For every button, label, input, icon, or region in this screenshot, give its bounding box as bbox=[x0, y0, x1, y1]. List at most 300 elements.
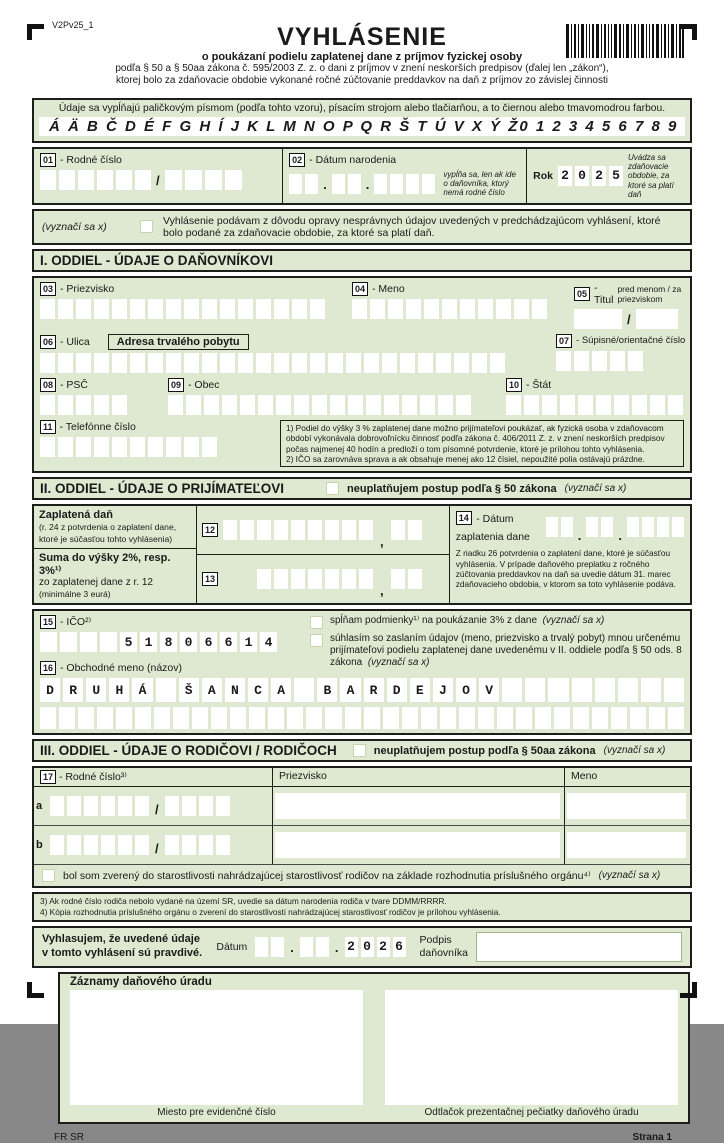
char-cell[interactable] bbox=[112, 437, 127, 457]
char-cell[interactable] bbox=[421, 707, 437, 729]
business-name-input[interactable] bbox=[40, 678, 684, 702]
char-cell[interactable] bbox=[274, 353, 289, 373]
char-cell[interactable] bbox=[268, 707, 284, 729]
char-cell[interactable] bbox=[554, 707, 570, 729]
char-cell[interactable] bbox=[592, 351, 607, 371]
char-cell[interactable] bbox=[514, 299, 529, 319]
char-cell[interactable] bbox=[58, 437, 73, 457]
char-cell[interactable]: H bbox=[109, 678, 129, 702]
char-cell[interactable]: 2 bbox=[345, 937, 358, 957]
char-cell[interactable] bbox=[592, 707, 608, 729]
char-cell[interactable] bbox=[76, 299, 91, 319]
char-cell[interactable] bbox=[618, 678, 638, 702]
char-cell[interactable] bbox=[276, 395, 291, 415]
char-cell[interactable] bbox=[78, 707, 94, 729]
char-cell[interactable] bbox=[364, 353, 379, 373]
char-cell[interactable]: 6 bbox=[200, 632, 217, 652]
char-cell[interactable] bbox=[366, 395, 381, 415]
char-cell[interactable] bbox=[130, 437, 145, 457]
char-cell[interactable] bbox=[560, 395, 575, 415]
char-cell[interactable]: U bbox=[86, 678, 106, 702]
char-cell[interactable] bbox=[192, 707, 208, 729]
declaration-day-input[interactable] bbox=[255, 937, 284, 957]
char-cell[interactable] bbox=[650, 395, 665, 415]
char-cell[interactable] bbox=[148, 353, 163, 373]
char-cell[interactable] bbox=[94, 353, 109, 373]
char-cell[interactable] bbox=[374, 174, 387, 194]
char-cell[interactable] bbox=[220, 353, 235, 373]
char-cell[interactable] bbox=[390, 174, 403, 194]
char-cell[interactable] bbox=[574, 351, 589, 371]
char-cell[interactable]: 0 bbox=[361, 937, 374, 957]
postal-code-input-2[interactable] bbox=[94, 395, 127, 415]
char-cell[interactable] bbox=[256, 353, 271, 373]
char-cell[interactable] bbox=[668, 707, 684, 729]
char-cell[interactable]: 8 bbox=[160, 632, 177, 652]
char-cell[interactable] bbox=[67, 796, 81, 816]
char-cell[interactable] bbox=[306, 707, 322, 729]
char-cell[interactable] bbox=[292, 299, 307, 319]
char-cell[interactable] bbox=[418, 353, 433, 373]
char-cell[interactable] bbox=[325, 707, 341, 729]
char-cell[interactable]: R bbox=[364, 678, 384, 702]
char-cell[interactable] bbox=[58, 395, 73, 415]
char-cell[interactable] bbox=[472, 353, 487, 373]
char-cell[interactable] bbox=[166, 437, 181, 457]
correction-checkbox[interactable] bbox=[140, 220, 153, 233]
char-cell[interactable] bbox=[50, 835, 64, 855]
char-cell[interactable] bbox=[422, 174, 435, 194]
char-cell[interactable] bbox=[610, 351, 625, 371]
char-cell[interactable] bbox=[383, 707, 399, 729]
house-number-input[interactable] bbox=[556, 351, 684, 371]
char-cell[interactable] bbox=[40, 632, 57, 652]
char-cell[interactable] bbox=[94, 437, 109, 457]
char-cell[interactable] bbox=[672, 517, 684, 537]
char-cell[interactable]: 4 bbox=[260, 632, 277, 652]
first-name-input[interactable] bbox=[352, 299, 574, 319]
char-cell[interactable] bbox=[406, 174, 419, 194]
char-cell[interactable] bbox=[459, 707, 475, 729]
char-cell[interactable]: V bbox=[479, 678, 499, 702]
char-cell[interactable] bbox=[185, 170, 202, 190]
char-cell[interactable] bbox=[186, 395, 201, 415]
char-cell[interactable] bbox=[205, 170, 222, 190]
char-cell[interactable]: C bbox=[248, 678, 268, 702]
char-cell[interactable] bbox=[370, 299, 385, 319]
char-cell[interactable] bbox=[40, 395, 55, 415]
char-cell[interactable] bbox=[420, 395, 435, 415]
char-cell[interactable] bbox=[148, 299, 163, 319]
char-cell[interactable] bbox=[135, 707, 151, 729]
char-cell[interactable] bbox=[216, 835, 230, 855]
char-cell[interactable] bbox=[614, 395, 629, 415]
char-cell[interactable] bbox=[442, 299, 457, 319]
char-cell[interactable] bbox=[641, 678, 661, 702]
char-cell[interactable]: A bbox=[271, 678, 291, 702]
char-cell[interactable]: B bbox=[317, 678, 337, 702]
char-cell[interactable]: 2 bbox=[377, 937, 390, 957]
custody-checkbox[interactable] bbox=[42, 869, 55, 882]
char-cell[interactable] bbox=[168, 395, 183, 415]
char-cell[interactable] bbox=[94, 395, 109, 415]
char-cell[interactable] bbox=[166, 353, 181, 373]
title-after-input[interactable] bbox=[636, 309, 678, 329]
char-cell[interactable] bbox=[59, 170, 75, 190]
char-cell[interactable] bbox=[84, 835, 98, 855]
char-cell[interactable] bbox=[497, 707, 513, 729]
birth-number-suffix-input[interactable] bbox=[165, 170, 242, 190]
char-cell[interactable] bbox=[59, 707, 75, 729]
char-cell[interactable]: N bbox=[225, 678, 245, 702]
tax-paid-month-input[interactable] bbox=[586, 517, 613, 537]
char-cell[interactable] bbox=[556, 351, 571, 371]
char-cell[interactable] bbox=[255, 937, 268, 957]
char-cell[interactable]: 2 bbox=[558, 166, 572, 186]
char-cell[interactable]: 0 bbox=[180, 632, 197, 652]
char-cell[interactable] bbox=[40, 170, 56, 190]
char-cell[interactable] bbox=[345, 707, 361, 729]
char-cell[interactable] bbox=[258, 395, 273, 415]
birth-date-year-input[interactable] bbox=[374, 174, 435, 194]
char-cell[interactable] bbox=[342, 520, 356, 540]
char-cell[interactable] bbox=[649, 707, 665, 729]
char-cell[interactable] bbox=[460, 299, 475, 319]
char-cell[interactable] bbox=[166, 299, 181, 319]
section-3-optout-checkbox[interactable] bbox=[353, 744, 366, 757]
char-cell[interactable] bbox=[116, 170, 132, 190]
char-cell[interactable] bbox=[342, 569, 356, 589]
char-cell[interactable] bbox=[199, 835, 213, 855]
char-cell[interactable] bbox=[496, 299, 511, 319]
char-cell[interactable] bbox=[76, 353, 91, 373]
parent-b-surname-input[interactable] bbox=[275, 832, 560, 858]
char-cell[interactable] bbox=[348, 174, 361, 194]
section-2-optout-checkbox[interactable] bbox=[326, 482, 339, 495]
char-cell[interactable] bbox=[456, 395, 471, 415]
char-cell[interactable] bbox=[359, 520, 373, 540]
char-cell[interactable] bbox=[308, 520, 322, 540]
char-cell[interactable] bbox=[204, 395, 219, 415]
signature-box[interactable] bbox=[476, 932, 682, 962]
birth-number-input[interactable] bbox=[40, 170, 151, 190]
char-cell[interactable] bbox=[257, 569, 271, 589]
char-cell[interactable] bbox=[112, 353, 127, 373]
char-cell[interactable] bbox=[346, 353, 361, 373]
char-cell[interactable] bbox=[424, 299, 439, 319]
char-cell[interactable] bbox=[60, 632, 77, 652]
char-cell[interactable] bbox=[40, 707, 56, 729]
char-cell[interactable] bbox=[300, 937, 313, 957]
char-cell[interactable] bbox=[220, 299, 235, 319]
char-cell[interactable] bbox=[165, 170, 182, 190]
char-cell[interactable] bbox=[364, 707, 380, 729]
char-cell[interactable] bbox=[542, 395, 557, 415]
char-cell[interactable]: 0 bbox=[575, 166, 589, 186]
char-cell[interactable] bbox=[84, 796, 98, 816]
char-cell[interactable] bbox=[112, 395, 127, 415]
char-cell[interactable] bbox=[668, 395, 683, 415]
char-cell[interactable] bbox=[438, 395, 453, 415]
char-cell[interactable] bbox=[294, 678, 314, 702]
char-cell[interactable] bbox=[572, 678, 592, 702]
three-percent-checkbox[interactable] bbox=[310, 616, 323, 629]
char-cell[interactable] bbox=[391, 569, 405, 589]
char-cell[interactable] bbox=[97, 707, 113, 729]
char-cell[interactable]: 2 bbox=[592, 166, 606, 186]
parent-a-surname-input[interactable] bbox=[275, 793, 560, 819]
char-cell[interactable]: D bbox=[40, 678, 60, 702]
char-cell[interactable] bbox=[586, 517, 598, 537]
char-cell[interactable] bbox=[156, 678, 176, 702]
char-cell[interactable] bbox=[225, 170, 242, 190]
char-cell[interactable]: J bbox=[433, 678, 453, 702]
char-cell[interactable]: A bbox=[340, 678, 360, 702]
char-cell[interactable] bbox=[148, 437, 163, 457]
declaration-month-input[interactable] bbox=[300, 937, 329, 957]
char-cell[interactable] bbox=[222, 395, 237, 415]
char-cell[interactable] bbox=[291, 520, 305, 540]
char-cell[interactable] bbox=[573, 707, 589, 729]
char-cell[interactable] bbox=[130, 299, 145, 319]
char-cell[interactable]: 6 bbox=[220, 632, 237, 652]
char-cell[interactable] bbox=[391, 520, 405, 540]
char-cell[interactable] bbox=[182, 835, 196, 855]
share-sum-cents-input[interactable] bbox=[391, 569, 422, 589]
char-cell[interactable] bbox=[490, 353, 505, 373]
business-name-input-2[interactable] bbox=[40, 707, 684, 729]
parent-b-birth-number-input[interactable] bbox=[50, 835, 149, 855]
char-cell[interactable] bbox=[627, 517, 639, 537]
paid-tax-input[interactable] bbox=[223, 520, 373, 540]
char-cell[interactable] bbox=[202, 299, 217, 319]
char-cell[interactable] bbox=[384, 395, 399, 415]
street-input[interactable] bbox=[40, 353, 556, 373]
char-cell[interactable] bbox=[611, 707, 627, 729]
char-cell[interactable] bbox=[408, 569, 422, 589]
char-cell[interactable] bbox=[478, 707, 494, 729]
char-cell[interactable] bbox=[50, 796, 64, 816]
char-cell[interactable] bbox=[274, 520, 288, 540]
char-cell[interactable] bbox=[382, 353, 397, 373]
char-cell[interactable] bbox=[135, 796, 149, 816]
char-cell[interactable] bbox=[112, 299, 127, 319]
char-cell[interactable] bbox=[40, 353, 55, 373]
char-cell[interactable] bbox=[328, 353, 343, 373]
char-cell[interactable] bbox=[238, 353, 253, 373]
char-cell[interactable] bbox=[478, 299, 493, 319]
char-cell[interactable] bbox=[440, 707, 456, 729]
char-cell[interactable]: Á bbox=[132, 678, 152, 702]
char-cell[interactable] bbox=[130, 353, 145, 373]
char-cell[interactable] bbox=[664, 678, 684, 702]
tax-year-input[interactable] bbox=[558, 166, 623, 186]
tax-paid-day-input[interactable] bbox=[546, 517, 573, 537]
char-cell[interactable] bbox=[165, 835, 179, 855]
permanent-address-heading: Adresa trvalého pobytu bbox=[108, 334, 249, 350]
char-cell[interactable] bbox=[408, 520, 422, 540]
char-cell[interactable] bbox=[230, 707, 246, 729]
char-cell[interactable] bbox=[330, 395, 345, 415]
char-cell[interactable] bbox=[642, 517, 654, 537]
char-cell[interactable] bbox=[116, 707, 132, 729]
char-cell[interactable] bbox=[199, 796, 213, 816]
birth-date-day-input[interactable] bbox=[289, 174, 318, 194]
parent-a-birth-number-input[interactable] bbox=[50, 796, 149, 816]
char-cell[interactable] bbox=[332, 174, 345, 194]
char-cell[interactable] bbox=[316, 937, 329, 957]
char-cell[interactable] bbox=[406, 299, 421, 319]
char-cell[interactable] bbox=[516, 707, 532, 729]
parent-b-birth-suffix-input[interactable] bbox=[165, 835, 230, 855]
char-cell[interactable] bbox=[240, 520, 254, 540]
char-cell[interactable] bbox=[274, 569, 288, 589]
char-cell[interactable] bbox=[67, 835, 81, 855]
char-cell[interactable]: 6 bbox=[393, 937, 406, 957]
char-cell[interactable] bbox=[97, 170, 113, 190]
char-cell[interactable] bbox=[352, 299, 367, 319]
parent-a-name-input[interactable] bbox=[567, 793, 686, 819]
char-cell[interactable] bbox=[305, 174, 318, 194]
char-cell[interactable] bbox=[184, 437, 199, 457]
postal-code-input[interactable] bbox=[40, 395, 91, 415]
char-cell[interactable] bbox=[78, 170, 94, 190]
char-cell[interactable] bbox=[135, 835, 149, 855]
char-cell[interactable] bbox=[291, 569, 305, 589]
char-cell[interactable] bbox=[310, 353, 325, 373]
char-cell[interactable] bbox=[535, 707, 551, 729]
surname-input[interactable] bbox=[40, 299, 352, 319]
char-cell[interactable] bbox=[202, 353, 217, 373]
char-cell[interactable] bbox=[76, 395, 91, 415]
char-cell[interactable] bbox=[524, 395, 539, 415]
char-cell[interactable] bbox=[40, 437, 55, 457]
char-cell[interactable]: O bbox=[456, 678, 476, 702]
char-cell[interactable] bbox=[628, 351, 643, 371]
char-cell[interactable] bbox=[80, 632, 97, 652]
char-cell[interactable] bbox=[40, 299, 55, 319]
char-cell[interactable] bbox=[310, 299, 325, 319]
char-cell[interactable] bbox=[525, 678, 545, 702]
char-cell[interactable] bbox=[289, 174, 302, 194]
char-cell[interactable] bbox=[118, 835, 132, 855]
birth-date-month-input[interactable] bbox=[332, 174, 361, 194]
char-cell[interactable] bbox=[202, 437, 217, 457]
char-cell[interactable] bbox=[184, 353, 199, 373]
char-cell[interactable]: 1 bbox=[140, 632, 157, 652]
char-cell[interactable] bbox=[506, 395, 521, 415]
char-cell[interactable] bbox=[359, 569, 373, 589]
char-cell[interactable] bbox=[274, 299, 289, 319]
char-cell[interactable] bbox=[118, 796, 132, 816]
char-cell[interactable] bbox=[348, 395, 363, 415]
char-cell[interactable] bbox=[601, 517, 613, 537]
tax-paid-year-input[interactable] bbox=[627, 517, 684, 537]
char-cell[interactable] bbox=[184, 299, 199, 319]
char-cell[interactable] bbox=[325, 569, 339, 589]
char-cell[interactable]: E bbox=[410, 678, 430, 702]
char-cell[interactable] bbox=[325, 520, 339, 540]
char-cell[interactable]: Š bbox=[179, 678, 199, 702]
char-cell[interactable] bbox=[502, 678, 522, 702]
parent-a-birth-suffix-input[interactable] bbox=[165, 796, 230, 816]
char-cell[interactable] bbox=[216, 796, 230, 816]
char-cell[interactable] bbox=[240, 395, 255, 415]
char-cell[interactable]: 1 bbox=[240, 632, 257, 652]
char-cell[interactable]: 5 bbox=[120, 632, 137, 652]
country-input[interactable] bbox=[506, 395, 684, 415]
char-cell[interactable] bbox=[454, 353, 469, 373]
char-cell[interactable] bbox=[249, 707, 265, 729]
municipality-input[interactable] bbox=[168, 395, 506, 415]
char-cell[interactable]: 5 bbox=[609, 166, 623, 186]
char-cell[interactable] bbox=[400, 353, 415, 373]
char-cell[interactable] bbox=[101, 835, 115, 855]
char-cell[interactable] bbox=[596, 395, 611, 415]
char-cell[interactable] bbox=[238, 299, 253, 319]
char-cell[interactable] bbox=[135, 170, 151, 190]
char-cell[interactable] bbox=[58, 353, 73, 373]
char-cell[interactable] bbox=[182, 796, 196, 816]
footnote-3: 3) Ak rodné číslo rodiča nebolo vydané na území SR, uvedie sa dátum narodenia rodiča v tvare DDMM/RRRR. bbox=[40, 896, 447, 907]
char-cell[interactable] bbox=[546, 517, 558, 537]
char-cell[interactable] bbox=[312, 395, 327, 415]
section-1-title: I. ODDIEL - ÚDAJE O DAŇOVNÍKOVI bbox=[40, 252, 274, 268]
char-cell[interactable] bbox=[76, 437, 91, 457]
char-cell[interactable] bbox=[578, 395, 593, 415]
char-cell[interactable] bbox=[173, 707, 189, 729]
char-cell[interactable] bbox=[165, 796, 179, 816]
share-sum-input[interactable] bbox=[257, 569, 373, 589]
char-cell[interactable] bbox=[532, 299, 547, 319]
char-cell[interactable] bbox=[548, 678, 568, 702]
char-cell[interactable] bbox=[657, 517, 669, 537]
char-cell[interactable] bbox=[100, 632, 117, 652]
char-cell[interactable] bbox=[287, 707, 303, 729]
char-cell[interactable] bbox=[256, 299, 271, 319]
char-cell[interactable] bbox=[294, 395, 309, 415]
char-cell[interactable] bbox=[223, 520, 237, 540]
char-cell[interactable] bbox=[632, 395, 647, 415]
char-cell[interactable]: A bbox=[202, 678, 222, 702]
parent-b-name-input[interactable] bbox=[567, 832, 686, 858]
phone-number-input[interactable] bbox=[40, 437, 270, 457]
consent-checkbox[interactable] bbox=[310, 634, 323, 647]
char-cell[interactable] bbox=[402, 707, 418, 729]
ico-input[interactable] bbox=[40, 632, 298, 652]
char-cell[interactable]: R bbox=[63, 678, 83, 702]
char-cell[interactable] bbox=[436, 353, 451, 373]
paid-tax-cents-input[interactable] bbox=[391, 520, 422, 540]
char-cell[interactable] bbox=[154, 707, 170, 729]
char-cell[interactable] bbox=[58, 299, 73, 319]
char-cell[interactable] bbox=[388, 299, 403, 319]
char-cell[interactable] bbox=[292, 353, 307, 373]
char-cell[interactable] bbox=[402, 395, 417, 415]
char-cell[interactable] bbox=[561, 517, 573, 537]
char-cell[interactable] bbox=[630, 707, 646, 729]
char-cell[interactable]: D bbox=[387, 678, 407, 702]
title-before-input[interactable] bbox=[574, 309, 622, 329]
char-cell[interactable] bbox=[101, 796, 115, 816]
declaration-year-input[interactable] bbox=[345, 937, 406, 957]
char-cell[interactable] bbox=[595, 678, 615, 702]
char-cell[interactable] bbox=[94, 299, 109, 319]
char-cell[interactable] bbox=[211, 707, 227, 729]
char-cell[interactable] bbox=[308, 569, 322, 589]
char-cell[interactable] bbox=[257, 520, 271, 540]
char-cell[interactable] bbox=[271, 937, 284, 957]
